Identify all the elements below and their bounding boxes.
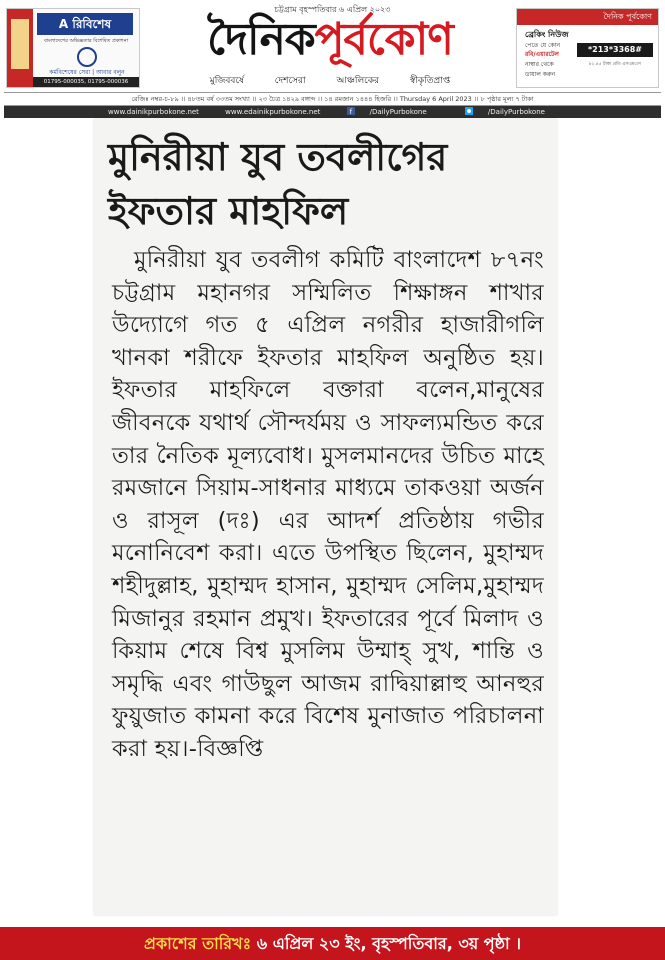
newspaper-logo	[150, 14, 510, 74]
publication-date-bar	[0, 927, 665, 960]
ad-right-line3: নাম্বার থেকে	[525, 61, 554, 68]
publication-date-value: ৬ এপ্রিল ২৩ ইং, বৃহস্পতিবার, ৩য় পৃষ্ঠা ।	[256, 934, 521, 953]
website-link-1[interactable]: www.dainikpurbokone.net	[108, 108, 199, 116]
newspaper-masthead	[0, 0, 665, 128]
twitter-icon	[465, 107, 473, 115]
facebook-icon	[347, 107, 355, 115]
website-link-2[interactable]: www.edainikpurbokone.net	[225, 108, 321, 116]
facebook-link[interactable]	[347, 108, 439, 116]
ad-right-header: দৈনিক পূর্বকোণ	[517, 9, 658, 25]
masthead-dateline: চট্টগ্রাম বৃহস্পতিবার ৬ এপ্রিল ২০২৩	[274, 5, 391, 14]
left-advertisement[interactable]	[6, 8, 140, 88]
ad-left-brand: কর্মবিশেষের সেরা | আবার বলুন	[49, 69, 125, 76]
masthead-tagline	[150, 73, 510, 88]
ad-left-subtitle: বাংলাদেশের অভিজ্ঞতার বিশেষিত প্রকাশনা	[43, 38, 129, 44]
ad-left-phone: 01795-000035, 01795-000036	[33, 77, 139, 87]
twitter-handle: /DailyPurbokone	[487, 108, 545, 116]
ad-right-line2: রবি/এয়ারটেল	[525, 51, 559, 58]
facebook-handle: /DailyPurbokone	[369, 108, 427, 116]
ad-right-fineprint: ৳২.৪৫ টাকা প্রতি এসএমএস	[589, 62, 641, 67]
book-cover-icon	[7, 9, 33, 87]
ad-right-line4: ডায়াল করুন	[525, 71, 556, 78]
twitter-link[interactable]	[465, 108, 557, 116]
masthead-web-bar	[4, 106, 661, 118]
article-headline: মুনিরীয়া যুব তবলীগের ইফতার মাহফিল	[108, 134, 448, 233]
ad-left-logo-icon	[77, 47, 97, 67]
masthead-info-bar: রেজিঃ নম্বর-চ-৮৯ ।। ৪৮তম বর্ষ ৩৩তম সংখ্যা ।। ২৩ চৈত্র ১৪২৯ বঙ্গাব্দ ।। ১৪ রমজান ১৪৪৪ হিজরি ।। Thursday 6 April 2023 ।। ৮ পৃষ্ঠার মূল্য ৭ টাকা	[4, 92, 661, 106]
logo-word-dainik: দৈনিক	[207, 14, 315, 65]
tagline-right: আঞ্চলিকের স্বীকৃতিপ্রাপ্ত	[336, 76, 451, 86]
svg-text:f: f	[349, 108, 352, 115]
news-clipping	[94, 118, 557, 915]
right-advertisement[interactable]	[516, 8, 659, 88]
publication-date-label: প্রকাশের তারিখঃ	[144, 934, 252, 953]
article-body: মুনিরীয়া যুব তবলীগ কমিটি বাংলাদেশ ৮৭নং চট্টগ্রাম মহানগর সম্মিলিত শিক্ষাঙ্গন শাখার উদ্যোগে গত ৫ এপ্রিল নগরীর হাজারীগলি খানকা শরীফে ইফতার মাহফিল অনুষ্ঠিত হয়। ইফতার মাহফিলে বক্তারা বলেন,মানুষের জীবনকে যথার্থ সৌন্দর্যময় ও সাফল্যমন্ডিত করে তার নৈতিক মূল্যবোধ। মুসলমানদের উচিত মাহে রমজানে সিয়াম-সাধনার মাধ্যমে তাকওয়া অর্জন ও রাসূল (দঃ) এর আদর্শ প্রতিষ্ঠায় গভীর মনোনিবেশ করা। এতে উপস্থিত ছিলেন, মুহাম্মদ শহীদুল্লাহ, মুহাম্মদ হাসান, মুহাম্মদ সেলিম,মুহাম্মদ মিজানুর রহমান প্রমুখ। ইফতারের পূর্বে মিলাদ ও কিয়াম শেষে বিশ্ব মুসলিম উম্মাহ্ সুখ, শান্তি ও সমৃদ্ধি এবং গাউছুল আজম রাদ্বিয়াল্লাহু আনহুর ফুয়ুজাত কামনা করে বিশেষ মুনাজাত পরিচালনা করা হয়।-বিজ্ঞপ্তি	[112, 247, 544, 762]
ad-right-dial-code: *213*3368#	[577, 43, 653, 57]
logo-word-purbokone: পূর্বকোণ	[314, 14, 453, 65]
ad-left-banner: A রিবিশেষ	[37, 13, 133, 35]
tagline-left: মুজিববর্ষে দেশসেরা	[209, 76, 306, 86]
ad-right-line1: পেতে যে কোন	[525, 42, 561, 49]
ad-right-title: ব্রেকিং নিউজ	[525, 30, 569, 39]
